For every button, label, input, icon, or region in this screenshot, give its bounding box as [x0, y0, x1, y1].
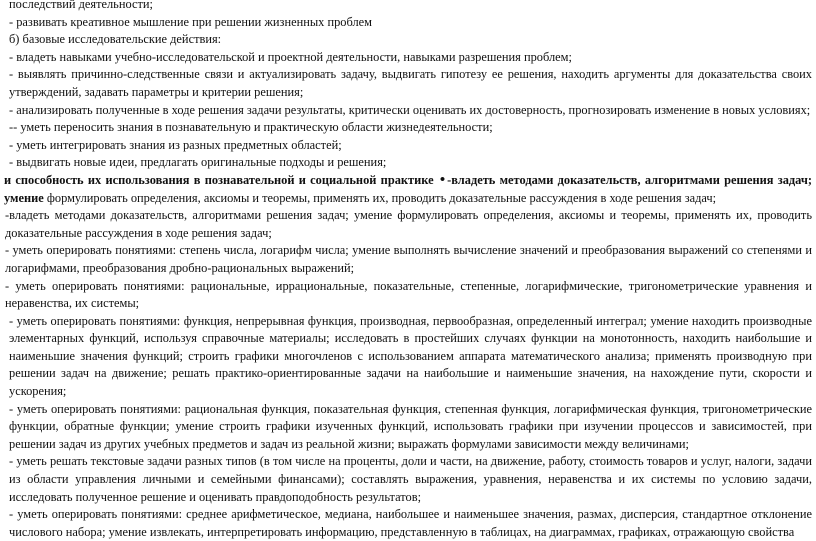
definitions-text: формулировать определения, аксиомы и теоремы, применять их, проводить доказательные рассуждения в ходе решения задач;: [46, 190, 717, 205]
paragraph-word-problems: - уметь решать текстовые задачи разных типов (в том числе на проценты, доли и части, на движение, работу, стоимость товаров и услуг, налоги, задачи из области управления личными и семейными финансами); составлять выражения, уравнения, неравенства и их системы по условию задачи, исследовать полученное решение и оценивать правдоподобность результатов;: [9, 454, 812, 504]
paragraph-functions-calculus: - уметь оперировать понятиями: функция, непрерывная функция, производная, первообразная, определенный интеграл; умение находить производные элементарных функций, используя справочные материалы; исследовать в простейших случаях функции на монотонность, находить наибольшие и наименьшие значения функций; строить графики многочленов с использованием аппарата математического анализа; применять производную при решении задач на движение; решать практико-ориентированные задачи на наибольшие и наименьшие значения, на нахождение пути, скорости и ускорения;: [9, 313, 812, 399]
paragraph-analyze-results: - анализировать полученные в ходе решения задачи результаты, критически оценивать их достоверность, прогнозировать изменение в новых условиях;: [9, 102, 811, 117]
paragraph-creative-thinking: - развивать креативное мышление при решении жизненных проблем: [9, 14, 373, 29]
paragraph-powers-logarithms: - уметь оперировать понятиями: степень числа, логарифм числа; умение выполнять вычисление значений и преобразования выражений со степенями и логарифмами, преобразования дробно-рациональных выражений;: [5, 243, 812, 275]
paragraph-statistics: - уметь оперировать понятиями: среднее арифметическое, медиана, наибольшее и наименьшее значения, размах, дисперсия, стандартное отклонение числового набора; умение извлекать, интерпретировать информацию, представленную в таблицах, на диаграммах, графиках, отражающую свойства: [9, 507, 812, 539]
paragraph-research-skills: - владеть навыками учебно-исследовательской и проектной деятельности, навыками разрешения проблем;: [9, 49, 572, 64]
paragraph-cause-effect: - выявлять причинно-следственные связи и актуализировать задачу, выдвигать гипотезу ее решения, находить аргументы для доказательства своих утверждений, задавать параметры и критерии решения;: [9, 67, 812, 99]
paragraph-bold-practice: [4, 172, 812, 207]
section-heading-research-actions: б) базовые исследовательские действия:: [9, 32, 222, 47]
paragraph-transfer-knowledge: -- уметь переносить знания в познавательную и практическую области жизнедеятельности;: [9, 120, 493, 135]
paragraph-new-ideas: - выдвигать новые идеи, предлагать оригинальные подходы и решения;: [9, 155, 387, 170]
bold-proof-methods-text: -владеть методами доказательств, алгоритмами решения задач; умение: [4, 172, 812, 205]
paragraph-function-graphs: - уметь оперировать понятиями: рациональная функция, показательная функция, степенная функция, логарифмическая функция, тригонометрические функции, обратные функции; умение строить графики изученных функций, использовать графики при изучении процессов и зависимостей, при решении задач из других учебных предметов и задач из реальной жизни; выражать формулами зависимости между величинами;: [9, 401, 812, 451]
bullet-icon: •: [439, 171, 446, 188]
paragraph-integrate-knowledge: - уметь интегрировать знания из разных предметных областей;: [9, 137, 342, 152]
paragraph-proof-methods: -владеть методами доказательств, алгоритмами решения задач; умение формулировать определения, аксиомы и теоремы, применять их, проводить доказательные рассуждения в ходе решения задач;: [5, 208, 812, 240]
paragraph-equations-inequalities: - уметь оперировать понятиями: рациональные, иррациональные, показательные, степенные, логарифмические, тригонометрические уравнения и неравенства, их системы;: [5, 278, 812, 311]
paragraph-consequences: последствий деятельности;: [9, 0, 153, 11]
bold-practice-text: и способность их использования в познавательной и социальной практике: [4, 172, 434, 187]
document-page: [4, 0, 812, 541]
